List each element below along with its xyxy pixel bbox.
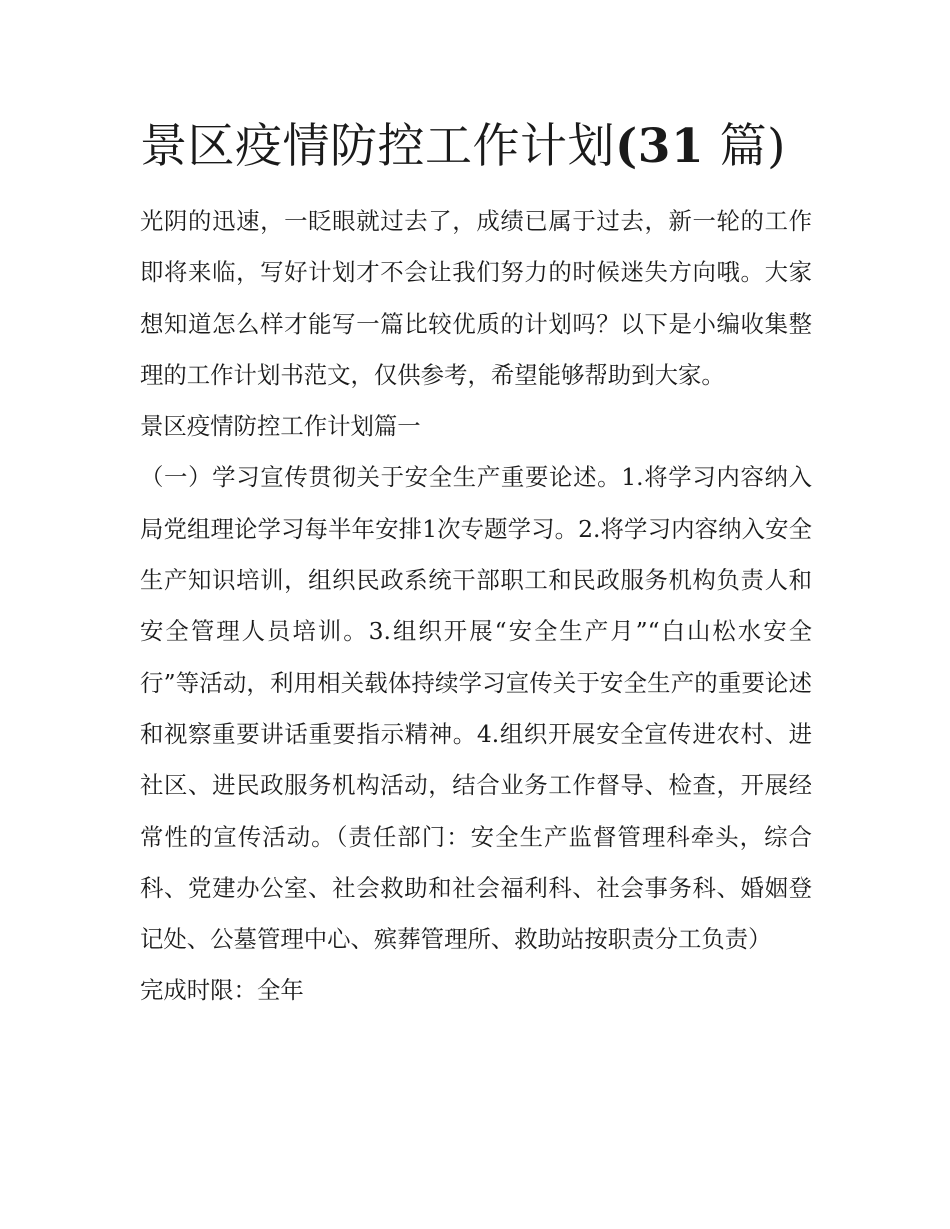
section-body-paragraph: （一）学习宣传贯彻关于安全生产重要论述。1.将学习内容纳入局党组理论学习每半年安排1次专题学习。2.将学习内容纳入安全生产知识培训，组织民政系统干部职工和民政服务机构负责人和安全管理人员培训。3.组织开展“安全生产月”“白山松水安全行”等活动，利用相关载体持续学习宣传关于安全生产的重要论述和视察重要讲话重要指示精神。4.组织开展安全宣传进农村、进社区、进民政服务机构活动，结合业务工作督导、检查，开展经常性的宣传活动。（责任部门：安全生产监督管理科牵头，综合科、党建办公室、社会救助和社会福利科、社会事务科、婚姻登记处、公墓管理中心、殡葬管理所、救助站按职责分工负责） [140, 463, 812, 954]
section-heading: 景区疫情防控工作计划篇一 [140, 412, 421, 441]
title-main: 景区疫情防控工作计划 [140, 119, 615, 174]
title-count: (31 [615, 119, 705, 174]
document-page [140, 112, 812, 1017]
intro-paragraph: 光阴的迅速，一眨眼就过去了，成绩已属于过去，新一轮的工作即将来临，写好计划才不会让我们努力的时候迷失方向哦。大家想知道怎么样才能写一篇比较优质的计划吗？以下是小编收集整理的工作计划书范文，仅供参考，希望能够帮助到大家。 [140, 207, 812, 389]
document-title [140, 112, 812, 182]
deadline-line: 完成时限：全年 [140, 976, 304, 1005]
title-suffix: 篇) [719, 119, 786, 174]
